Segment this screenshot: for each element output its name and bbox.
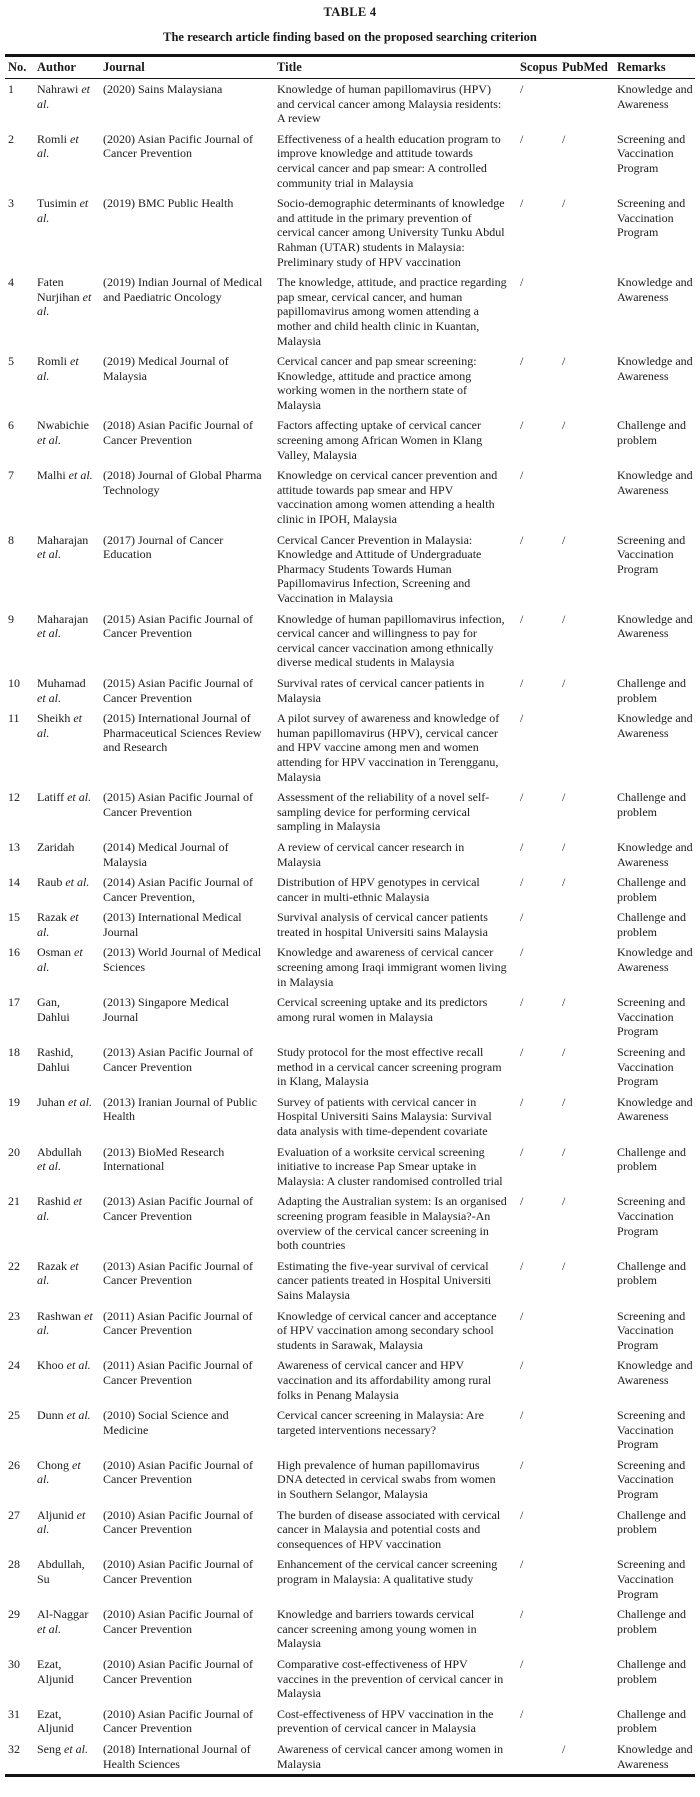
cell-remarks: Challenge and problem <box>617 1607 686 1636</box>
cell-no: 28 <box>8 1557 20 1572</box>
cell-title: Survey of patients with cervical cancer in Hospital Universiti Sains Malaysia: Survival data analysis with time-dependent covariate <box>277 1094 492 1138</box>
table-row <box>5 1604 695 1654</box>
cell-pubmed-flag <box>557 79 612 129</box>
et-al-italic: et al. <box>37 82 90 111</box>
cell-journal: (2013) Asian Pacific Journal of Cancer Prevention <box>103 1045 253 1074</box>
cell-pubmed-flag: / <box>562 1194 566 1209</box>
table-row <box>5 1739 695 1776</box>
table-row <box>5 1654 695 1704</box>
et-al-italic: et al. <box>37 690 61 705</box>
cell-journal: (2018) Journal of Global Pharma Technology <box>103 468 262 497</box>
cell-title: A review of cervical cancer research in Malaysia <box>277 839 465 869</box>
cell-journal: (2015) Asian Pacific Journal of Cancer Prevention <box>103 790 253 819</box>
cell-remarks: Challenge and problem <box>617 418 686 448</box>
cell-remarks: Knowledge and Awareness <box>617 611 693 641</box>
cell-journal: (2010) Asian Pacific Journal of Cancer Prevention <box>103 1607 253 1636</box>
cell-journal: (2019) BMC Public Health <box>103 196 234 211</box>
cell-pubmed-flag: / <box>562 839 566 854</box>
cell-no: 15 <box>8 910 20 925</box>
cell-remarks: Challenge and problem <box>617 910 686 939</box>
et-al-italic: et al. <box>37 547 61 562</box>
table-row <box>5 872 695 907</box>
cell-author: Al-Naggar et al. <box>37 1607 89 1636</box>
table-row <box>5 787 695 837</box>
cell-author: Tusimin et al. <box>37 196 89 225</box>
cell-remarks: Screening and Vaccination Program <box>617 1308 686 1352</box>
cell-no: 32 <box>8 1741 20 1756</box>
cell-remarks: Knowledge and Awareness <box>617 275 693 304</box>
cell-no: 19 <box>8 1094 20 1109</box>
cell-remarks: Knowledge and Awareness <box>617 945 693 975</box>
table-row <box>5 1306 695 1356</box>
cell-title: Awareness of cervical cancer and HPV vaccination and its affordability among rural folks in Penang Malaysia <box>277 1358 492 1402</box>
cell-title: Estimating the five-year survival of cervical cancer patients treated in Hospital Universiti Sains Malaysia <box>277 1258 492 1302</box>
cell-author: Ezat, Aljunid <box>37 1657 74 1686</box>
cell-remarks: Knowledge and Awareness <box>617 839 693 869</box>
et-al-italic: et al. <box>37 626 61 641</box>
cell-no: 17 <box>8 995 20 1010</box>
et-al-italic: et al. <box>64 1741 88 1756</box>
cell-pubmed-flag: / <box>562 131 566 146</box>
table-row <box>5 1142 695 1192</box>
cell-author: Sheikh et al. <box>37 711 83 740</box>
et-al-italic: et al. <box>66 1358 91 1373</box>
cell-scopus-flag: / <box>520 995 524 1010</box>
cell-pubmed-flag: / <box>562 995 566 1010</box>
cell-pubmed-flag <box>557 1604 612 1654</box>
table-row <box>5 351 695 415</box>
cell-author: Zaridah <box>37 839 75 854</box>
table-row <box>5 1256 695 1306</box>
cell-journal: (2019) Medical Journal of Malaysia <box>103 354 229 383</box>
cell-scopus-flag: / <box>520 945 524 960</box>
cell-journal: (2011) Asian Pacific Journal of Cancer Prevention <box>103 1308 253 1338</box>
table-caption: The research article finding based on the proposed searching criterion <box>163 30 537 44</box>
cell-pubmed-flag: / <box>562 1045 566 1060</box>
cell-scopus-flag: / <box>520 82 524 96</box>
cell-no: 20 <box>8 1144 20 1159</box>
table-row <box>5 992 695 1042</box>
cell-author: Seng et al. <box>37 1741 88 1756</box>
cell-scopus-flag: / <box>520 131 524 146</box>
et-al-italic: et al. <box>37 354 79 383</box>
cell-no: 23 <box>8 1308 20 1323</box>
cell-pubmed-flag <box>557 1654 612 1704</box>
cell-journal: (2011) Asian Pacific Journal of Cancer Prevention <box>103 1358 253 1387</box>
cell-pubmed-flag <box>557 1306 612 1356</box>
cell-no: 31 <box>8 1706 20 1721</box>
cell-remarks: Screening and Vaccination Program <box>617 1408 686 1452</box>
cell-no: 27 <box>8 1507 20 1522</box>
cell-no: 24 <box>8 1358 20 1373</box>
cell-journal: (2013) Asian Pacific Journal of Cancer Prevention <box>103 1194 253 1223</box>
cell-author: Juhan et al. <box>37 1094 92 1109</box>
cell-scopus-flag: / <box>520 711 524 726</box>
table-row <box>5 609 695 673</box>
col-header-pubmed: PubMed <box>557 56 612 79</box>
cell-pubmed-flag <box>557 1405 612 1455</box>
cell-author: Romli et al. <box>37 131 79 161</box>
cell-scopus-flag: / <box>520 275 524 290</box>
cell-author: Romli et al. <box>37 354 79 383</box>
table-body <box>5 79 695 1776</box>
cell-no: 30 <box>8 1657 20 1671</box>
cell-journal: (2010) Asian Pacific Journal of Cancer Prevention <box>103 1657 253 1686</box>
et-al-italic: et al. <box>37 433 61 448</box>
et-al-italic: et al. <box>68 1094 92 1109</box>
cell-scopus-flag: / <box>520 1706 524 1721</box>
cell-author: Gan, Dahlui <box>37 995 70 1024</box>
cell-journal: (2013) Asian Pacific Journal of Cancer Prevention <box>103 1258 253 1288</box>
cell-pubmed-flag: / <box>562 875 566 890</box>
cell-remarks: Challenge and problem <box>617 875 686 904</box>
cell-author: Osman et al. <box>37 945 83 975</box>
cell-journal: (2015) International Journal of Pharmaceutical Sciences Review and Research <box>103 711 262 755</box>
cell-author: Latiff et al. <box>37 790 92 805</box>
cell-author: Muhamad et al. <box>37 675 86 705</box>
cell-pubmed-flag: / <box>562 532 566 547</box>
cell-title: Cervical cancer screening in Malaysia: Are targeted interventions necessary? <box>277 1408 484 1437</box>
cell-pubmed-flag: / <box>562 1144 566 1159</box>
cell-remarks: Screening and Vaccination Program <box>617 1457 686 1502</box>
cell-remarks: Knowledge and Awareness <box>617 468 693 497</box>
cell-remarks: Challenge and problem <box>617 1706 686 1736</box>
cell-pubmed-flag: / <box>562 354 566 369</box>
cell-journal: (2010) Asian Pacific Journal of Cancer Prevention <box>103 1557 253 1587</box>
cell-author: Abdullah, Su <box>37 1557 85 1587</box>
table-row <box>5 708 695 787</box>
cell-journal: (2010) Social Science and Medicine <box>103 1408 229 1437</box>
table-row <box>5 673 695 708</box>
table-row <box>5 1704 695 1739</box>
cell-journal: (2015) Asian Pacific Journal of Cancer Prevention <box>103 611 253 641</box>
cell-scopus-flag: / <box>520 354 524 369</box>
cell-title: Assessment of the reliability of a novel self-sampling device for performing cervical sampling in Malaysia <box>277 790 490 834</box>
cell-scopus-flag: / <box>520 1657 524 1671</box>
cell-title: Adapting the Australian system: Is an organised screening program feasible in Malaysia?-An overview of the cervical cancer screening in both countries <box>277 1194 507 1253</box>
et-al-italic: et al. <box>68 468 93 483</box>
cell-author: Faten Nurjihan et al. <box>37 275 92 319</box>
cell-no: 21 <box>8 1194 20 1209</box>
table-row <box>5 1042 695 1092</box>
cell-remarks: Knowledge and Awareness <box>617 1094 693 1124</box>
cell-author: Razak et al. <box>37 1258 79 1288</box>
cell-title: High prevalence of human papillomavirus DNA detected in cervical swabs from women in Southern Selangor, Malaysia <box>277 1457 496 1502</box>
cell-pubmed-flag: / <box>562 1094 566 1109</box>
col-header-title: Title <box>275 56 515 79</box>
cell-remarks: Knowledge and Awareness <box>617 1358 693 1387</box>
cell-pubmed-flag <box>557 1355 612 1405</box>
table-row <box>5 1505 695 1555</box>
cell-author: Razak et al. <box>37 910 79 939</box>
cell-title: Survival rates of cervical cancer patients in Malaysia <box>277 675 485 705</box>
table-row <box>5 1455 695 1505</box>
et-al-italic: et al. <box>37 1457 81 1487</box>
et-al-italic: et al. <box>37 1507 86 1537</box>
cell-journal: (2010) Asian Pacific Journal of Cancer Prevention <box>103 1706 253 1736</box>
et-al-italic: et al. <box>65 875 90 890</box>
cell-remarks: Screening and Vaccination Program <box>617 196 686 240</box>
cell-title: Survival analysis of cervical cancer patients treated in hospital Universiti sains Malaysia <box>277 910 488 939</box>
cell-scopus-flag: / <box>520 1144 524 1159</box>
cell-scopus-flag: / <box>520 468 524 483</box>
cell-no: 7 <box>8 468 14 483</box>
cell-title: Knowledge and barriers towards cervical cancer screening among young women in Malaysia <box>277 1607 477 1651</box>
col-header-scopus: Scopus <box>515 56 557 79</box>
cell-no: 22 <box>8 1258 20 1273</box>
cell-journal: (2010) Asian Pacific Journal of Cancer Prevention <box>103 1457 253 1487</box>
cell-no: 4 <box>8 275 14 290</box>
table-row <box>5 79 695 129</box>
col-header-no: No. <box>5 56 35 79</box>
cell-journal: (2015) Asian Pacific Journal of Cancer Prevention <box>103 675 253 705</box>
cell-no: 25 <box>8 1408 20 1423</box>
cell-remarks: Challenge and problem <box>617 1657 686 1686</box>
cell-author: Chong et al. <box>37 1457 81 1487</box>
et-al-italic: et al. <box>37 289 92 319</box>
col-header-journal: Journal <box>101 56 275 79</box>
cell-pubmed-flag <box>557 1704 612 1739</box>
cell-scopus-flag: / <box>520 1507 524 1522</box>
cell-scopus-flag: / <box>520 1557 524 1572</box>
cell-title: The burden of disease associated with cervical cancer in Malaysia and potential costs and consequences of HPV vaccination <box>277 1507 501 1551</box>
cell-scopus-flag: / <box>520 790 524 805</box>
cell-pubmed-flag <box>557 272 612 351</box>
cell-scopus-flag: / <box>520 1094 524 1109</box>
cell-remarks: Challenge and problem <box>617 790 686 819</box>
cell-title: Knowledge of cervical cancer and acceptance of HPV vaccination among secondary school students in Sarawak, Malaysia <box>277 1308 497 1352</box>
cell-journal: (2010) Asian Pacific Journal of Cancer Prevention <box>103 1507 253 1537</box>
table-row <box>5 272 695 351</box>
cell-journal: (2014) Asian Pacific Journal of Cancer Prevention, <box>103 875 253 904</box>
table-row <box>5 465 695 529</box>
cell-remarks: Screening and Vaccination Program <box>617 1557 686 1601</box>
cell-journal: (2018) Asian Pacific Journal of Cancer Prevention <box>103 418 253 448</box>
cell-pubmed-flag: / <box>562 1258 566 1273</box>
table-row <box>5 1405 695 1455</box>
cell-no: 16 <box>8 945 20 960</box>
cell-no: 6 <box>8 418 14 433</box>
table-row <box>5 193 695 272</box>
cell-title: A pilot survey of awareness and knowledge of human papillomavirus (HPV), cervical cancer and HPV vaccine among men and women attending for HPV vaccination in Terengganu, Malaysia <box>277 711 500 784</box>
cell-scopus-flag: / <box>520 196 524 211</box>
cell-pubmed-flag <box>557 1505 612 1555</box>
cell-scopus-flag: / <box>520 839 524 854</box>
cell-no: 10 <box>8 675 20 690</box>
cell-journal: (2017) Journal of Cancer Education <box>103 532 224 562</box>
table-row <box>5 1355 695 1405</box>
cell-scopus-flag: / <box>520 532 524 547</box>
cell-title: Cervical screening uptake and its predictors among rural women in Malaysia <box>277 995 488 1024</box>
cell-remarks: Screening and Vaccination Program <box>617 995 686 1039</box>
cell-title: Knowledge of human papillomavirus (HPV) and cervical cancer among Malaysia residents: A review <box>277 82 502 126</box>
cell-remarks: Knowledge and Awareness <box>617 1741 693 1771</box>
cell-journal: (2013) Iranian Journal of Public Health <box>103 1094 257 1124</box>
table-row <box>5 1191 695 1255</box>
et-al-italic: et al. <box>37 945 83 975</box>
table-row <box>5 907 695 942</box>
cell-journal: (2013) Singapore Medical Journal <box>103 995 229 1024</box>
cell-author: Maharajan et al. <box>37 611 89 641</box>
cell-author: Aljunid et al. <box>37 1507 86 1537</box>
cell-no: 11 <box>8 711 20 726</box>
table-row <box>5 530 695 609</box>
cell-scopus-flag: / <box>520 1607 524 1622</box>
et-al-italic: et al. <box>37 1194 83 1223</box>
cell-journal: (2013) International Medical Journal <box>103 910 242 939</box>
cell-scopus-flag: / <box>520 1258 524 1273</box>
et-al-italic: et al. <box>37 1159 61 1174</box>
cell-remarks: Knowledge and Awareness <box>617 82 693 111</box>
cell-pubmed-flag: / <box>562 790 566 805</box>
cell-scopus-flag: / <box>520 675 524 690</box>
cell-title: Cervical Cancer Prevention in Malaysia: Knowledge and Attitude of Undergraduate Pharmacy Students Towards Human Papillomavirus Infection, Screening and Vaccination in Malaysia <box>277 532 482 605</box>
et-al-italic: et al. <box>37 910 79 939</box>
cell-journal: (2018) International Journal of Health Sciences <box>103 1741 251 1771</box>
cell-no: 18 <box>8 1045 20 1060</box>
cell-scopus-flag: / <box>520 611 524 626</box>
et-al-italic: et al. <box>37 1308 93 1338</box>
cell-pubmed-flag <box>557 1554 612 1604</box>
cell-no: 12 <box>8 790 20 805</box>
cell-remarks: Challenge and problem <box>617 1507 686 1537</box>
cell-title: Knowledge on cervical cancer prevention and attitude towards pap smear and HPV vaccination among women attending a health clinic in IPOH, Malaysia <box>277 468 498 527</box>
table-row <box>5 1092 695 1142</box>
cell-author: Rashwan et al. <box>37 1308 93 1338</box>
cell-scopus-flag: / <box>520 1308 524 1323</box>
cell-scopus-flag: / <box>520 910 524 925</box>
cell-title: Study protocol for the most effective recall method in a cervical cancer screening program in Klang, Malaysia <box>277 1045 502 1089</box>
cell-title: Factors affecting uptake of cervical cancer screening among African Women in Klang Valley, Malaysia <box>277 418 483 462</box>
cell-scopus-flag: / <box>520 1045 524 1060</box>
et-al-italic: et al. <box>66 1408 91 1423</box>
cell-title: Knowledge of human papillomavirus infection, cervical cancer and willingness to pay for cervical cancer vaccination among ethnically diverse medical students in Malaysia <box>277 611 505 670</box>
cell-title: The knowledge, attitude, and practice regarding pap smear, cervical cancer, and human papillomavirus among women attending a mother and child health clinic in Kuantan, Malaysia <box>277 275 507 348</box>
table-label: TABLE 4 <box>323 5 377 19</box>
col-header-remarks: Remarks <box>612 56 695 79</box>
table-row <box>5 837 695 872</box>
cell-pubmed-flag: / <box>562 196 566 211</box>
cell-author: Ezat, Aljunid <box>37 1706 74 1736</box>
cell-pubmed-flag <box>557 708 612 787</box>
cell-no: 3 <box>8 196 14 211</box>
cell-journal: (2020) Asian Pacific Journal of Cancer Prevention <box>103 131 253 161</box>
et-al-italic: et al. <box>37 196 89 225</box>
cell-journal: (2013) BioMed Research International <box>103 1144 225 1174</box>
cell-title: Effectiveness of a health education program to improve knowledge and attitude towards cervical cancer and pap smear: A controlled community trial in Malaysia <box>277 131 501 190</box>
cell-no: 14 <box>8 875 20 890</box>
cell-title: Cost-effectiveness of HPV vaccination in the prevention of cervical cancer in Malaysia <box>277 1706 494 1736</box>
table-header-row <box>5 56 695 79</box>
cell-author: Abdullah et al. <box>37 1144 82 1174</box>
cell-pubmed-flag: / <box>562 418 566 433</box>
col-header-author: Author <box>35 56 101 79</box>
cell-pubmed-flag: / <box>562 675 566 690</box>
cell-no: 5 <box>8 354 14 369</box>
cell-scopus-flag: / <box>520 1194 524 1209</box>
cell-title: Awareness of cervical cancer among women in Malaysia <box>277 1741 504 1771</box>
cell-title: Socio-demographic determinants of knowledge and attitude in the primary prevention of cervical cancer among University Tunku Abdul Rahman (UTAR) students in Malaysia: Preliminary study of HPV vaccination <box>277 196 505 269</box>
cell-remarks: Screening and Vaccination Program <box>617 1194 686 1238</box>
cell-scopus-flag <box>515 1739 557 1776</box>
cell-author: Rashid, Dahlui <box>37 1045 74 1074</box>
cell-scopus-flag: / <box>520 418 524 433</box>
cell-pubmed-flag <box>557 465 612 529</box>
et-al-italic: et al. <box>37 1258 79 1288</box>
cell-remarks: Knowledge and Awareness <box>617 354 693 383</box>
cell-journal: (2019) Indian Journal of Medical and Paediatric Oncology <box>103 275 263 304</box>
cell-title: Comparative cost-effectiveness of HPV vaccines in the prevention of cervical cancer in Malaysia <box>277 1657 504 1701</box>
cell-author: Nwabichie et al. <box>37 418 89 448</box>
et-al-italic: et al. <box>67 790 92 805</box>
et-al-italic: et al. <box>37 131 79 161</box>
cell-author: Maharajan et al. <box>37 532 89 562</box>
cell-journal: (2013) World Journal of Medical Sciences <box>103 945 262 975</box>
cell-title: Knowledge and awareness of cervical cancer screening among Iraqi immigrant women living in Malaysia <box>277 945 507 989</box>
cell-remarks: Screening and Vaccination Program <box>617 532 686 576</box>
cell-title: Cervical cancer and pap smear screening: Knowledge, attitude and practice among working women in the northern state of Malaysia <box>277 354 477 412</box>
cell-author: Raub et al. <box>37 875 90 890</box>
cell-remarks: Screening and Vaccination Program <box>617 131 686 175</box>
cell-author: Dunn et al. <box>37 1408 91 1423</box>
cell-remarks: Challenge and problem <box>617 1258 686 1288</box>
cell-author: Malhi et al. <box>37 468 93 483</box>
table-row <box>5 942 695 992</box>
cell-pubmed-flag <box>557 942 612 992</box>
cell-no: 29 <box>8 1607 20 1622</box>
et-al-italic: et al. <box>37 711 83 740</box>
cell-scopus-flag: / <box>520 875 524 890</box>
cell-author: Nahrawi et al. <box>37 82 90 111</box>
cell-title: Evaluation of a worksite cervical screening initiative to increase Pap Smear uptake in Malaysia: A cluster randomised controlled trial <box>277 1144 503 1188</box>
cell-title: Distribution of HPV genotypes in cervical cancer in multi-ethnic Malaysia <box>277 875 480 904</box>
cell-pubmed-flag <box>557 1455 612 1505</box>
et-al-italic: et al. <box>37 1621 61 1636</box>
table-row <box>5 415 695 465</box>
cell-remarks: Knowledge and Awareness <box>617 711 693 740</box>
cell-author: Khoo et al. <box>37 1358 91 1373</box>
cell-no: 9 <box>8 611 14 626</box>
results-table <box>5 54 695 1777</box>
cell-pubmed-flag: / <box>562 611 566 626</box>
cell-no: 26 <box>8 1457 20 1472</box>
cell-title: Enhancement of the cervical cancer screening program in Malaysia: A qualitative study <box>277 1557 498 1587</box>
cell-no: 2 <box>8 131 14 146</box>
cell-journal: (2020) Sains Malaysiana <box>103 82 223 96</box>
cell-pubmed-flag <box>557 907 612 942</box>
table-row <box>5 129 695 193</box>
cell-no: 8 <box>8 532 14 547</box>
cell-scopus-flag: / <box>520 1358 524 1373</box>
cell-scopus-flag: / <box>520 1408 524 1423</box>
cell-remarks: Challenge and problem <box>617 1144 686 1174</box>
cell-journal: (2014) Medical Journal of Malaysia <box>103 839 229 869</box>
cell-pubmed-flag: / <box>562 1741 566 1756</box>
cell-author: Rashid et al. <box>37 1194 83 1223</box>
table-row <box>5 1554 695 1604</box>
cell-no: 1 <box>8 82 14 96</box>
cell-scopus-flag: / <box>520 1457 524 1472</box>
cell-remarks: Screening and Vaccination Program <box>617 1045 686 1089</box>
cell-no: 13 <box>8 839 20 854</box>
cell-remarks: Challenge and problem <box>617 675 686 705</box>
